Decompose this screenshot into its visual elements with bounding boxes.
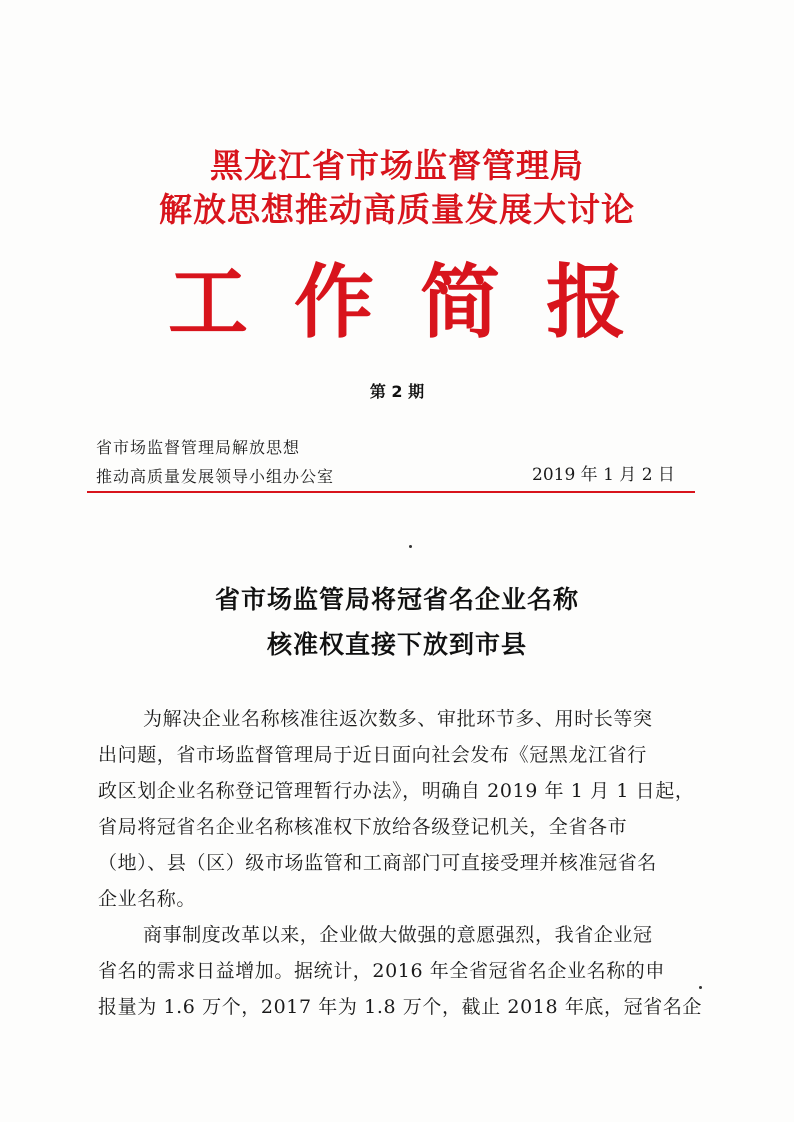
body-line: 为解决企业名称核准往返次数多、审批环节多、用时长等突 <box>143 708 653 730</box>
campaign-name: 解放思想推动高质量发展大讨论 <box>159 190 635 229</box>
issuer-line-1: 省市场监督管理局解放思想 <box>96 438 301 457</box>
body-line: 省局将冠省名企业名称核准权下放给各级登记机关，全省各市 <box>98 816 628 838</box>
issuer-line-2: 推动高质量发展领导小组办公室 <box>96 467 335 486</box>
body-line: 省名的需求日益增加。据统计，2016 年全省冠省名企业名称的申 <box>98 960 665 982</box>
body-line: 企业名称。 <box>98 888 197 910</box>
scan-speck <box>409 545 412 548</box>
body-line: 商事制度改革以来，企业做大做强的意愿强烈，我省企业冠 <box>143 924 653 946</box>
article-title-line-2: 核准权直接下放到市县 <box>266 630 527 659</box>
issue-number: 第 2 期 <box>369 382 425 401</box>
bulletin-masthead: 工作简报 <box>168 255 672 349</box>
body-line: 出问题，省市场监督管理局于近日面向社会发布《冠黑龙江省行 <box>98 744 647 766</box>
article-title-line-1: 省市场监管局将冠省名企业名称 <box>214 585 579 614</box>
organization-name: 黑龙江省市场监督管理局 <box>210 146 584 185</box>
scan-speck <box>699 986 702 989</box>
issue-date: 2019 年 1 月 2 日 <box>532 465 675 485</box>
red-divider-rule <box>87 491 695 493</box>
body-line: （地）、县（区）级市场监管和工商部门可直接受理并核准冠省名 <box>98 852 657 874</box>
body-line: 报量为 1.6 万个，2017 年为 1.8 万个，截止 2018 年底，冠省名企 <box>98 996 703 1018</box>
body-line: 政区划企业名称登记管理暂行办法》，明确自 2019 年 1 月 1 日起， <box>98 780 695 802</box>
